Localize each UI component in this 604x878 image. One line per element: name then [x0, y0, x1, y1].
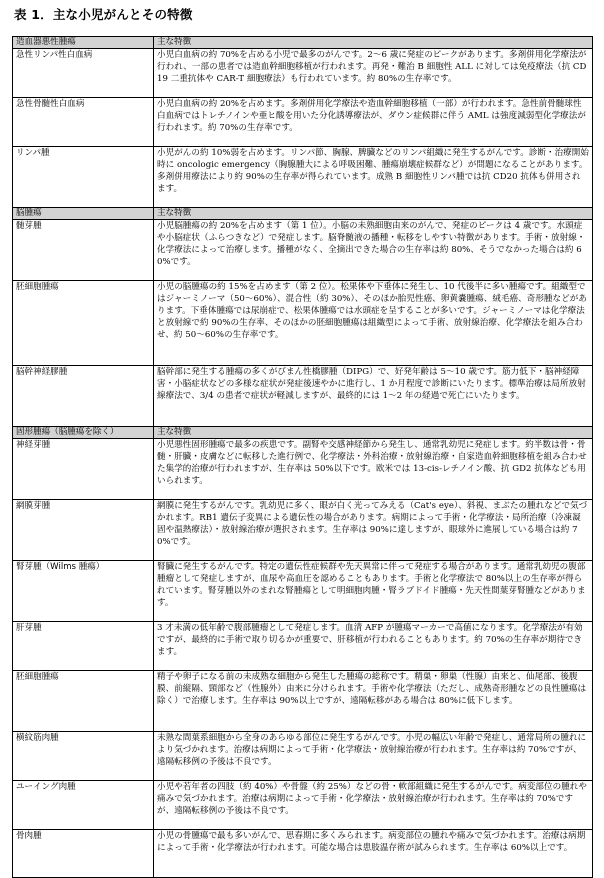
cancer-description: 小児がんの約 10%弱を占めます。リンパ節、胸腺、脾臓などのリンパ組織に発生するがんです。診断・治療開始時に oncologic emergency（胸腺腫大による呼吸困難、腫瘍崩壊症候群など）が問題になることがあります。多剤併用療法により約 90%の生存率が得られています。成熟 B 細胞性リンパ腫では抗 CD20 抗体も併用されます。	[154, 147, 593, 208]
section-header-row	[13, 427, 593, 439]
cancer-name: 脳幹神経膠腫	[13, 366, 154, 427]
table-row	[13, 732, 593, 781]
cancer-description: 小児白血病の約 20%を占めます。多剤併用化学療法や造血幹細胞移植（一部）が行われます。急性前骨髄球性白血病ではトレチノインや亜ヒ酸を用いた分化誘導療法が、ダウン症候群に伴う AML は強度減弱型化学療法が行われます。約 70%の生存率です。	[154, 98, 593, 147]
cancer-name: リンパ腫	[13, 147, 154, 208]
table-row	[13, 500, 593, 561]
cancer-description: 腎臓に発生するがんです。特定の遺伝性症候群や先天異常に伴って発症する場合があります。通常乳幼児の腹部腫瘤として発症しますが、血尿や高血圧を認めることもあります。手術と化学療法で 80%以上の生存率が得られています。腎芽腫以外のまれな腎腫瘍として明細胞肉腫・腎ラブドイド腫瘍・先天性間葉芽腎腫などがあります。	[154, 561, 593, 622]
table-row	[13, 561, 593, 622]
table-row	[13, 671, 593, 732]
table-row	[13, 781, 593, 830]
cancer-description: 網膜に発生するがんです。乳幼児に多く、眼が白く光ってみえる（Cat's eye）、斜視、まぶたの腫れなどで気づかれます。RB1 遺伝子変異による遺伝性の場合があります。病期によって手術・化学療法・局所治療（冷凍凝固や温熱療法）・放射線治療が選択されます。生存率は 90%に達しますが、眼球外に進展している場合は約 70%です。	[154, 500, 593, 561]
cancer-name: ユーイング肉腫	[13, 781, 154, 830]
section-header: 脳腫瘍	[13, 208, 154, 220]
feature-column-header: 主な特徴	[154, 37, 593, 49]
cancer-table	[12, 36, 593, 878]
section-header: 造血器悪性腫瘍	[13, 37, 154, 49]
cancer-name: 神経芽腫	[13, 439, 154, 500]
section-header: 固形腫瘍（脳腫瘍を除く）	[13, 427, 154, 439]
cancer-name: 胚細胞腫瘍	[13, 281, 154, 366]
table-row	[13, 147, 593, 208]
cancer-name: 胚細胞腫瘍	[13, 671, 154, 732]
cancer-description: 3 才未満の低年齢で腹部腫瘤として発症します。血清 AFP が腫瘍マーカーで高値になります。化学療法が有効ですが、最終的に手術で取り切るかが重要で、肝移植が行われることもあります。約 70%の生存率が期待できます。	[154, 622, 593, 671]
table-title: 表 1．主な小児がんとその特徴	[14, 7, 193, 22]
cancer-name: 急性リンパ性白血病	[13, 49, 154, 98]
table-row	[13, 220, 593, 281]
cancer-name: 髄芽腫	[13, 220, 154, 281]
cancer-name: 横紋筋肉腫	[13, 732, 154, 781]
cancer-description: 小児悪性固形腫瘍で最多の疾患です。副腎や交感神経節から発生し、通常乳幼児に発症します。約半数は骨・骨髄・肝臓・皮膚などに転移した進行例で、化学療法・外科治療・放射線治療・自家造血幹細胞移植を組み合わせた集学的治療が行われますが、生存率は 50%以下です。欧米では 13-cis-レチノイン酸、抗 GD2 抗体なども用いられます。	[154, 439, 593, 500]
cancer-name: 骨肉腫	[13, 830, 154, 878]
table-row	[13, 830, 593, 878]
cancer-description: 脳幹部に発生する腫瘍の多くがびまん性橋膠腫（DIPG）で、好発年齢は 5～10 歳です。筋力低下・脳神経障害・小脳症状などの多様な症状が発症後速やかに進行し、1 か月程度で診断にいたります。標準治療は局所放射線療法で、3/4 の患者で症状が軽減しますが、最終的には 1～2 年の経過で死亡にいたります。	[154, 366, 593, 427]
cancer-name: 肝芽腫	[13, 622, 154, 671]
cancer-description: 小児や若年者の四肢（約 40%）や骨盤（約 25%）などの骨・軟部組織に発生するがんです。病変部位の腫れや痛みで気づかれます。治療は病期によって手術・化学療法・放射線治療が行われます。生存率は約 70%ですが、遠隔転移例の予後は不良です。	[154, 781, 593, 830]
section-header-row	[13, 37, 593, 49]
cancer-description: 小児の骨腫瘍で最も多いがんで、思春期に多くみられます。病変部位の腫れや痛みで気づかれます。治療は病期によって手術・化学療法が行われます。可能な場合は患肢温存術が試みられます。生存率は 60%以上です。	[154, 830, 593, 878]
cancer-name: 急性骨髄性白血病	[13, 98, 154, 147]
cancer-description: 小児脳腫瘍の約 20%を占めます（第 1 位）。小脳の未熟細胞由来のがんで、発症のピークは 4 歳です。水頭症や小脳症状（ふらつきなど）で発症します。脳脊髄液の播種・転移をしやすい特徴があります。手術・放射線・化学療法によって治療します。播種がなく、全摘出できた場合の生存率は約 80%、そうでなかった場合は約 60%です。	[154, 220, 593, 281]
cancer-name: 網膜芽腫	[13, 500, 154, 561]
cancer-name: 腎芽腫（Wilms 腫瘍）	[13, 561, 154, 622]
cancer-description: 精子や卵子になる前の未成熟な細胞から発生した腫瘍の総称です。精巣・卵巣（性腺）由来と、仙尾部、後腹膜、前縦隔、頸部など（性腺外）由来に分けられます。手術や化学療法（ただし、成熟奇形腫などの良性腫瘍は除く）で治療します。生存率は 90%以上ですが、遠隔転移がある場合は 80%に低下します。	[154, 671, 593, 732]
feature-column-header: 主な特徴	[154, 427, 593, 439]
table-row	[13, 366, 593, 427]
section-header-row	[13, 208, 593, 220]
table-row	[13, 98, 593, 147]
table-row	[13, 622, 593, 671]
table-row	[13, 281, 593, 366]
table-row	[13, 439, 593, 500]
cancer-description: 小児の脳腫瘍の約 15%を占めます（第 2 位）。松果体や下垂体に発生し、10 代後半に多い腫瘍です。組織型ではジャーミノーマ（50～60%）、混合性（約 30%）、そのほか胎児性癌、卵黄嚢腫瘍、絨毛癌、奇形腫などがあります。下垂体腫瘍では尿崩症で、松果体腫瘍では水頭症を呈することが多いです。ジャーミノーマは化学療法と放射線で約 90%の生存率、そのほかの胚細胞腫瘍は組織型によって手術、放射線治療、化学療法を組み合わせ、約 50～60%の生存率です。	[154, 281, 593, 366]
table-row	[13, 49, 593, 98]
cancer-description: 小児白血病の約 70%を占める小児で最多のがんです。2～6 歳に発症のピークがあります。多剤併用化学療法が行われ、一部の患者では造血幹細胞移植が行われます。再発・難治 B 細胞性 ALL に対しては免疫療法（抗 CD19 二重抗体や CAR-T 細胞療法）も行われています。約 80%の生存率です。	[154, 49, 593, 98]
feature-column-header: 主な特徴	[154, 208, 593, 220]
cancer-description: 未熟な間葉系細胞から全身のあらゆる部位に発生するがんです。小児の幅広い年齢で発症し、通常局所の腫れにより気づかれます。治療は病期によって手術・化学療法・放射線治療が行われます。生存率は約 70%ですが、遠隔転移例の予後は不良です。	[154, 732, 593, 781]
